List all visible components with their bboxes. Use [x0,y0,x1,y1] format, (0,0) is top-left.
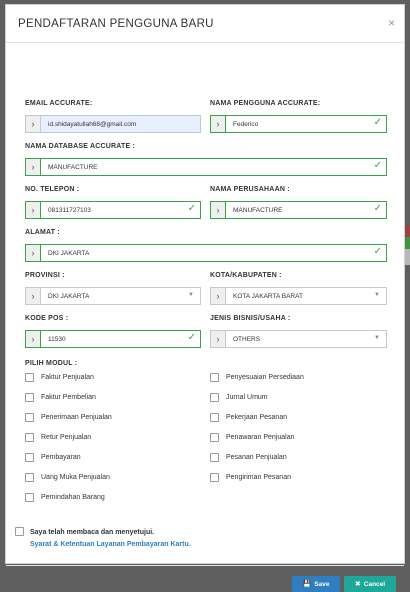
checkbox[interactable] [25,413,34,422]
agreement-text: Saya telah membaca dan menyetujui. [30,529,155,536]
city-select[interactable] [210,287,387,305]
province-select[interactable] [25,287,201,305]
business-field[interactable] [226,331,386,347]
chevron-right-icon: › [211,331,226,347]
close-icon[interactable]: × [387,16,395,30]
business-label: JENIS BISNIS/USAHA : [210,315,291,322]
address-label: ALAMAT : [25,229,60,236]
address-value: DKI JAKARTA [48,249,90,257]
checkbox[interactable] [25,453,34,462]
chevron-right-icon: › [211,116,226,132]
database-value: MANUFACTURE [48,163,98,171]
checkbox[interactable] [210,473,219,482]
module-checkbox-row[interactable] [25,453,81,462]
province-label: PROVINSI : [25,272,65,279]
module-label: Retur Penjualan [41,434,92,441]
save-button-label: Save [314,580,330,588]
module-label: Uang Muka Penjualan [41,474,110,481]
check-icon: ✓ [373,203,382,214]
module-label: Jurnal Umum [226,394,268,401]
postal-value: 11530 [48,335,66,343]
registration-modal [5,4,405,588]
province-value: DKI JAKARTA [48,292,90,300]
module-checkbox-row[interactable] [25,493,105,502]
module-checkbox-row[interactable] [25,413,112,422]
module-label: Penyesuaian Persediaan [226,374,304,381]
modal-title: PENDAFTARAN PENGGUNA BARU [18,17,214,30]
checkbox[interactable] [210,433,219,442]
city-label: KOTA/KABUPATEN : [210,272,282,279]
checkbox[interactable] [25,373,34,382]
city-value: KOTA JAKARTA BARAT [233,292,303,300]
chevron-right-icon: › [26,159,41,175]
module-checkbox-row[interactable] [210,413,287,422]
agreement-checkbox[interactable] [15,527,24,536]
caret-down-icon: ▼ [374,292,380,298]
check-icon: ✓ [187,332,196,343]
module-label: Pesanan Penjualan [226,454,287,461]
business-select[interactable] [210,330,387,348]
chevron-right-icon: › [211,202,226,218]
username-field[interactable] [226,116,386,132]
module-checkbox-row[interactable] [210,393,268,402]
check-icon: ✓ [187,203,196,214]
close-x-icon: ✖ [354,581,361,588]
modules-label: PILIH MODUL : [25,360,78,367]
floppy-disk-icon: 💾 [302,581,312,588]
checkbox[interactable] [210,373,219,382]
module-label: Faktur Penjualan [41,374,94,381]
database-input-group[interactable] [25,158,387,176]
checkbox[interactable] [210,393,219,402]
modal-header [6,5,404,43]
module-checkbox-row[interactable] [210,453,287,462]
module-checkbox-row[interactable] [25,373,94,382]
cancel-button[interactable] [344,576,396,592]
phone-field[interactable] [41,202,200,218]
module-checkbox-row[interactable] [25,393,96,402]
module-label: Penawaran Penjualan [226,434,295,441]
chevron-right-icon: › [26,331,41,347]
province-field[interactable] [41,288,200,304]
business-value: OTHERS [233,335,261,343]
check-icon: ✓ [373,117,382,128]
caret-down-icon: ▼ [374,335,380,341]
footer-divider [6,565,404,566]
checkbox[interactable] [25,433,34,442]
address-field[interactable] [41,245,386,261]
username-label: NAMA PENGGUNA ACCURATE: [210,100,321,107]
checkbox[interactable] [25,473,34,482]
chevron-right-icon: › [26,245,41,261]
module-checkbox-row[interactable] [210,433,295,442]
chevron-right-icon: › [26,202,41,218]
phone-label: NO. TELEPON : [25,186,80,193]
chevron-right-icon: › [26,288,41,304]
postal-label: KODE POS : [25,315,69,322]
address-input-group[interactable] [25,244,387,262]
email-input-group[interactable] [25,115,201,133]
module-label: Faktur Pembelian [41,394,96,401]
check-icon: ✓ [373,246,382,257]
module-checkbox-row[interactable] [210,373,304,382]
module-label: Pekerjaan Pesanan [226,414,288,421]
database-label: NAMA DATABASE ACCURATE : [25,143,136,150]
terms-link[interactable]: Syarat & Ketentuan Layanan Pembayaran Kartu. [30,541,191,548]
module-label: Penerimaan Penjualan [41,414,112,421]
postal-input-group[interactable] [25,330,201,348]
save-button[interactable] [292,576,340,592]
module-checkbox-row[interactable] [25,473,110,482]
module-checkbox-row[interactable] [210,473,291,482]
phone-value: 081311727103 [48,206,91,214]
checkbox[interactable] [25,493,34,502]
chevron-right-icon: › [26,116,41,132]
caret-down-icon: ▼ [188,292,194,298]
checkbox[interactable] [25,393,34,402]
company-input-group[interactable] [210,201,387,219]
chevron-right-icon: › [211,288,226,304]
check-icon: ✓ [373,160,382,171]
email-field[interactable]: id.shidayatullah68@gmail.com [41,116,200,132]
username-value: Federico [233,120,259,128]
module-checkbox-row[interactable] [25,433,91,442]
username-input-group[interactable] [210,115,387,133]
company-label: NAMA PERUSAHAAN : [210,186,290,193]
checkbox[interactable] [210,413,219,422]
checkbox[interactable] [210,453,219,462]
database-field[interactable] [41,159,386,175]
city-field[interactable] [226,288,386,304]
module-label: Pengiriman Pesanan [226,474,291,481]
cancel-button-label: Cancel [363,580,386,588]
phone-input-group[interactable] [25,201,201,219]
company-value: MANUFACTURE [233,206,283,214]
email-label: EMAIL ACCURATE: [25,100,93,107]
module-label: Pemindahan Barang [41,494,105,501]
module-label: Pembayaran [41,454,81,461]
company-field[interactable] [226,202,386,218]
postal-field[interactable] [41,331,200,347]
